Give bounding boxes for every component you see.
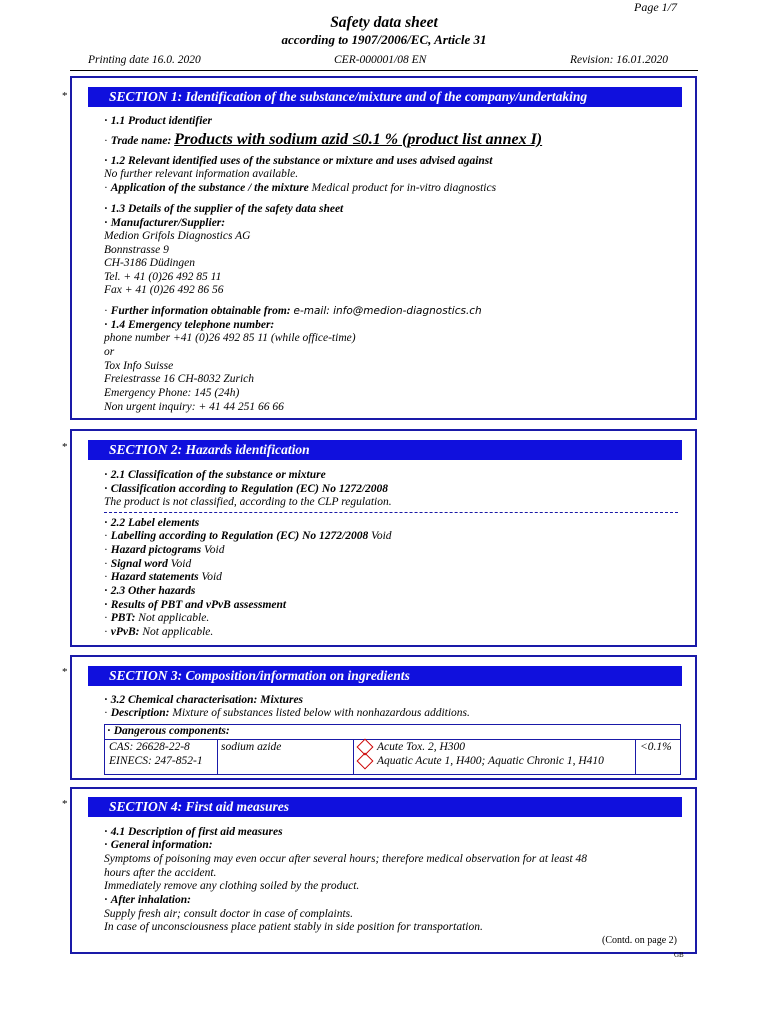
continued-note: (Contd. on page 2) [602, 935, 677, 946]
chemical-characterisation: · 3.2 Chemical characterisation: Mixtures [104, 694, 304, 706]
pbt-results-label: · Results of PBT and vPvB assessment [104, 599, 287, 611]
revision-marker: * [62, 798, 68, 810]
table-divider [635, 739, 636, 774]
first-aid-text: Symptoms of poisoning may even occur after several hours; therefore medical observation for at least 48 [104, 853, 588, 865]
address-line: Tel. + 41 (0)26 492 85 11 [104, 271, 222, 283]
first-aid-description: · 4.1 Description of first aid measures [104, 826, 283, 838]
dangerous-components-table [104, 724, 681, 775]
dashed-divider [104, 512, 678, 513]
document-code: CER-000001/08 EN [334, 54, 427, 66]
section-3-heading: SECTION 3: Composition/information on ingredients [88, 666, 682, 686]
einecs-number: EINECS: 247-852-1 [109, 755, 203, 767]
signal-word-line: · Signal word Void [104, 558, 192, 570]
hazard-pictograms-line: · Hazard pictograms Void [104, 544, 225, 556]
general-information-label: · General information: [104, 839, 213, 851]
cas-number: CAS: 26628-22-8 [109, 741, 190, 753]
vpvb-line: · vPvB: Not applicable. [104, 626, 214, 638]
address-line: Fax + 41 (0)26 492 86 56 [104, 284, 224, 296]
trade-name-value: Products with sodium azid ≤0.1 % (product list annex I) [174, 131, 543, 148]
further-info-line: · Further information obtainable from: e-mail: info@medion-diagnostics.ch [104, 305, 482, 317]
table-divider [217, 739, 218, 774]
section-2-heading: SECTION 2: Hazards identification [88, 440, 682, 460]
hazard-statements-line: · Hazard statements Void [104, 571, 222, 583]
emergency-line: Emergency Phone: 145 (24h) [104, 387, 240, 399]
hazard-line-2: Aquatic Acute 1, H400; Aquatic Chronic 1, H410 [357, 755, 604, 767]
revision-marker: * [62, 666, 68, 678]
manufacturer-label: · Manufacturer/Supplier: [104, 217, 226, 229]
first-aid-text: Immediately remove any clothing soiled by the product. [104, 880, 360, 892]
email-link[interactable]: e-mail: info@medion-diagnostics.ch [293, 305, 482, 317]
environment-pictogram-icon [357, 753, 374, 770]
table-header: · Dangerous components: [107, 725, 230, 737]
product-identifier-label: · 1.1 Product identifier [104, 115, 212, 127]
classification-regulation: · Classification according to Regulation (EC) No 1272/2008 [104, 483, 389, 495]
emergency-line: Freiestrasse 16 CH-8032 Zurich [104, 373, 255, 385]
emergency-line: phone number +41 (0)26 492 85 11 (while office-time) [104, 332, 356, 344]
first-aid-text: In case of unconsciousness place patient stably in side position for transportation. [104, 921, 483, 933]
page-number: Page 1/7 [634, 0, 677, 14]
first-aid-text: hours after the accident. [104, 867, 217, 879]
header-divider [70, 70, 698, 71]
labelling-line: · Labelling according to Regulation (EC) No 1272/2008 Void [104, 530, 392, 542]
pbt-line: · PBT: Not applicable. [104, 612, 210, 624]
trade-name: · Trade name: Products with sodium azid ≤0.1 % (product list annex I) [104, 131, 543, 148]
revision-date: Revision: 16.01.2020 [570, 54, 669, 66]
supplier-details-label: · 1.3 Details of the supplier of the safety data sheet [104, 203, 344, 215]
address-line: CH-3186 Düdingen [104, 257, 196, 269]
revision-marker: * [62, 441, 68, 453]
component-name: sodium azide [221, 741, 282, 753]
application-line: · Application of the substance / the mixture Medical product for in-vitro diagnostics [104, 182, 497, 194]
document-subtitle: according to 1907/2006/EC, Article 31 [281, 32, 487, 47]
section-4-heading: SECTION 4: First aid measures [88, 797, 682, 817]
description-line: · Description: Mixture of substances listed below with nonhazardous additions. [104, 707, 470, 719]
other-hazards-label: · 2.3 Other hazards [104, 585, 196, 597]
revision-marker: * [62, 90, 68, 102]
emergency-line: Tox Info Suisse [104, 360, 174, 372]
first-aid-text: Supply fresh air; consult doctor in case of complaints. [104, 908, 354, 920]
no-further-info: No further relevant information available. [104, 168, 299, 180]
language-code: GB [674, 951, 684, 959]
table-divider [353, 739, 354, 774]
after-inhalation-label: · After inhalation: [104, 894, 191, 906]
relevant-uses-label: · 1.2 Relevant identified uses of the substance or mixture and uses advised against [104, 155, 493, 167]
address-line: Bonnstrasse 9 [104, 244, 169, 256]
label-elements: · 2.2 Label elements [104, 517, 200, 529]
emergency-label: · 1.4 Emergency telephone number: [104, 319, 275, 331]
table-divider [105, 739, 680, 740]
emergency-line: Non urgent inquiry: + 41 44 251 66 66 [104, 401, 284, 413]
document-title: Safety data sheet [330, 14, 438, 31]
printing-date: Printing date 16.0. 2020 [88, 54, 201, 66]
address-line: Medion Grifols Diagnostics AG [104, 230, 251, 242]
classification-label: · 2.1 Classification of the substance or mixture [104, 469, 326, 481]
not-classified-text: The product is not classified, according to the CLP regulation. [104, 496, 392, 508]
section-1-heading: SECTION 1: Identification of the substance/mixture and of the company/undertaking [88, 87, 682, 107]
hazard-line-1: Acute Tox. 2, H300 [357, 741, 465, 753]
emergency-line: or [104, 346, 115, 358]
concentration: <0.1% [640, 741, 672, 753]
